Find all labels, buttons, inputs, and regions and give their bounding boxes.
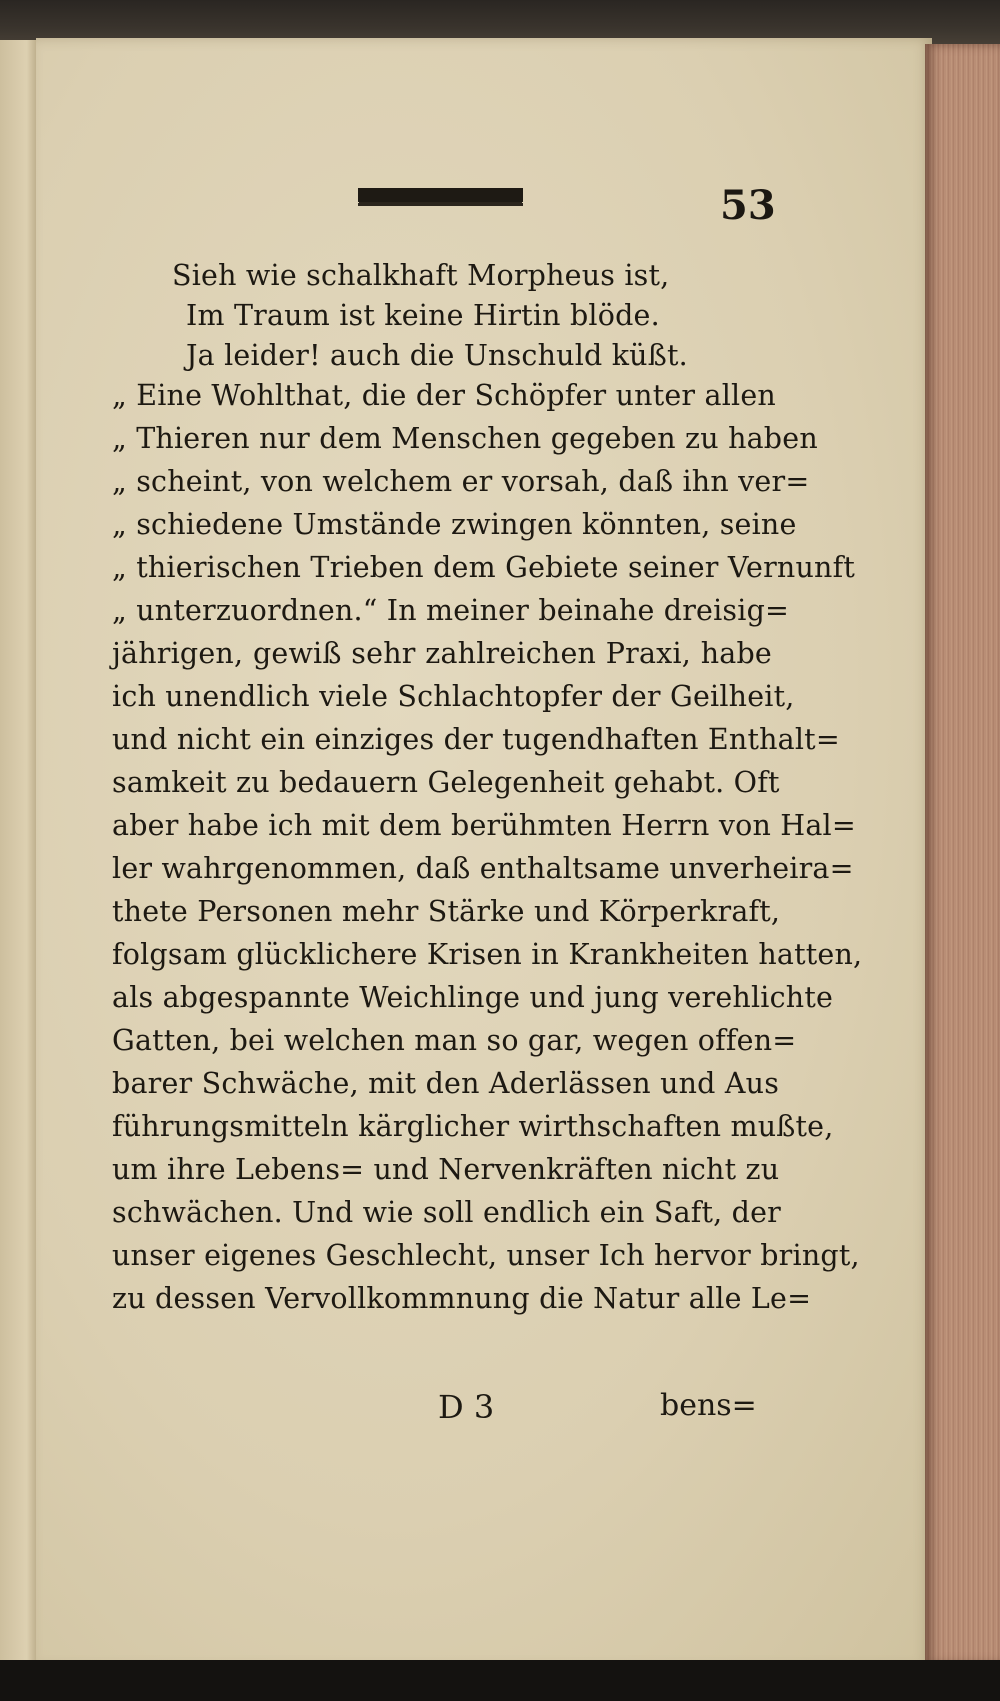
verse-line: Sieh wie schalkhaft Morpheus ist, [172,259,670,292]
body-line: samkeit zu bedauern Gelegenheit gehabt. Oft [112,766,780,799]
body-line: „ Eine Wohlthat, die der Schöpfer unter allen [112,379,776,412]
body-line: „ Thieren nur dem Menschen gegeben zu haben [112,422,818,455]
page-block-edge [925,44,1000,1664]
verse-line: Im Traum ist keine Hirtin blöde. [186,299,660,332]
body-line: jährigen, gewiß sehr zahlreichen Praxi, habe [112,637,772,670]
verse-line: Ja leider! auch die Unschuld küßt. [186,339,688,372]
body-line: um ihre Lebens= und Nervenkräften nicht zu [112,1153,780,1186]
body-line: als abgespannte Weichlinge und jung verehlichte [112,981,834,1014]
body-line: „ schiedene Umstände zwingen könnten, seine [112,508,797,541]
body-line: „ thierischen Trieben dem Gebiete seiner Vernunft [112,551,855,584]
page-number: 53 [720,182,776,229]
signature-mark: D 3 [438,1388,495,1426]
body-line: ler wahrgenommen, daß enthaltsame unverheira= [112,852,854,885]
body-line: „ unterzuordnen.“ In meiner beinahe dreisig= [112,594,790,627]
body-line: aber habe ich mit dem berühmten Herrn von Hal= [112,809,856,842]
bottom-shadow [0,1660,1000,1701]
body-line: und nicht ein einziges der tugendhaften Enthalt= [112,723,840,756]
body-line: Gatten, bei welchen man so gar, wegen offen= [112,1024,797,1057]
body-line: schwächen. Und wie soll endlich ein Saft, der [112,1196,782,1229]
body-line: barer Schwäche, mit den Aderlässen und Aus [112,1067,780,1100]
header-rule [358,188,523,202]
body-line: ich unendlich viele Schlachtopfer der Geilheit, [112,680,795,713]
body-line: folgsam glücklichere Krisen in Krankheiten hatten, [112,938,863,971]
body-line: „ scheint, von welchem er vorsah, daß ihn ver= [112,465,810,498]
body-line: zu dessen Vervollkommnung die Natur alle Le= [112,1282,812,1315]
body-line: unser eigenes Geschlecht, unser Ich hervor bringt, [112,1239,860,1272]
facing-page-edge [0,40,38,1660]
catchword: bens= [660,1388,757,1423]
body-line: thete Personen mehr Stärke und Körperkraft, [112,895,781,928]
body-line: führungsmitteln kärglicher wirthschaften mußte, [112,1110,834,1143]
